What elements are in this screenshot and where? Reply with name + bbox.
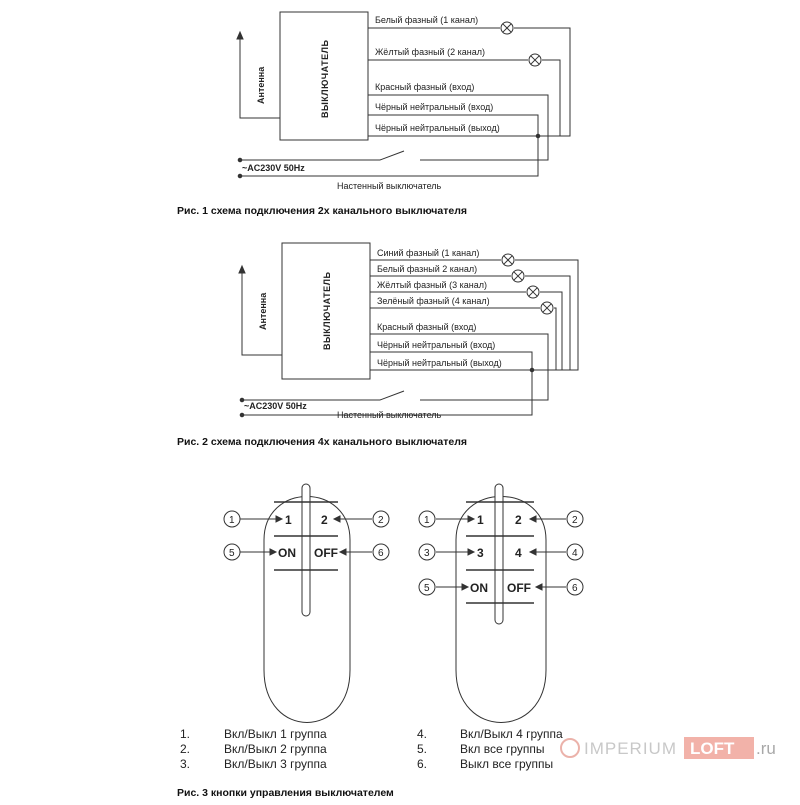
lamp-icon bbox=[529, 54, 541, 66]
callout: 4 bbox=[572, 548, 578, 559]
callout: 5 bbox=[424, 583, 430, 594]
wire-label: Чёрный нейтральный (выход) bbox=[377, 358, 502, 368]
remote-2 bbox=[419, 484, 583, 723]
button-on: ON bbox=[278, 546, 296, 560]
remote-1 bbox=[224, 484, 389, 723]
wire-label: Жёлтый фазный (3 канал) bbox=[377, 280, 487, 290]
wall-switch-2 bbox=[380, 391, 404, 400]
callout: 1 bbox=[424, 515, 430, 526]
antenna-arrow-2 bbox=[239, 266, 245, 273]
callout: 2 bbox=[378, 515, 384, 526]
wall-switch-label-2: Настенный выключатель bbox=[337, 410, 442, 420]
lamp-icon bbox=[527, 286, 539, 298]
antenna-label-1: Антенна bbox=[256, 66, 266, 104]
diagram-1 bbox=[237, 12, 570, 178]
lamp-icon bbox=[501, 22, 513, 34]
wall-switch-label-1: Настенный выключатель bbox=[337, 181, 442, 191]
watermark-part3: .ru bbox=[756, 739, 776, 758]
antenna-label-2: Антенна bbox=[258, 292, 268, 330]
legend-num: 4. bbox=[417, 727, 428, 741]
button-off: OFF bbox=[507, 581, 531, 595]
antenna-arrow-1 bbox=[237, 32, 243, 39]
button-3: 3 bbox=[477, 546, 484, 560]
wire-label: Красный фазный (вход) bbox=[377, 322, 477, 332]
legend bbox=[180, 727, 563, 771]
wire-label: Красный фазный (вход) bbox=[375, 82, 475, 92]
wire-label: Чёрный нейтральный (вход) bbox=[375, 102, 494, 112]
wire-label: Жёлтый фазный (2 канал) bbox=[375, 47, 485, 57]
caption-3: Рис. 3 кнопки управления выключателем bbox=[177, 787, 394, 799]
mains-label-1: ~AC230V 50Hz bbox=[242, 163, 305, 173]
watermark-part2: LOFT bbox=[690, 739, 735, 758]
button-off: OFF bbox=[314, 546, 338, 560]
mains-label-2: ~AC230V 50Hz bbox=[244, 401, 307, 411]
lamp-icon bbox=[502, 254, 514, 266]
caption-2: Рис. 2 схема подключения 4х канального выключателя bbox=[177, 436, 468, 448]
legend-text: Вкл все группы bbox=[460, 742, 545, 756]
button-2: 2 bbox=[515, 513, 522, 527]
callout: 3 bbox=[424, 548, 430, 559]
button-2: 2 bbox=[321, 513, 328, 527]
lamp-icon bbox=[541, 302, 553, 314]
watermark-logo-icon bbox=[561, 739, 579, 757]
lamp-icon bbox=[512, 270, 524, 282]
callout: 1 bbox=[229, 515, 235, 526]
legend-num: 3. bbox=[180, 757, 191, 771]
callout: 6 bbox=[378, 548, 384, 559]
callout: 2 bbox=[572, 515, 578, 526]
callout: 5 bbox=[229, 548, 235, 559]
legend-text: Вкл/Выкл 1 группа bbox=[224, 727, 327, 741]
wire-label: Чёрный нейтральный (выход) bbox=[375, 123, 500, 133]
button-on: ON bbox=[470, 581, 488, 595]
wire-label: Белый фазный 2 канал) bbox=[377, 264, 478, 274]
caption-1: Рис. 1 схема подключения 2х канального выключателя bbox=[177, 205, 468, 217]
watermark bbox=[561, 737, 776, 759]
legend-num: 5. bbox=[417, 742, 428, 756]
wall-switch-1 bbox=[380, 151, 404, 160]
switch-box-label-2: ВЫКЛЮЧАТЕЛЬ bbox=[322, 271, 332, 350]
legend-text: Вкл/Выкл 2 группа bbox=[224, 742, 327, 756]
button-1: 1 bbox=[477, 513, 484, 527]
button-4: 4 bbox=[515, 546, 522, 560]
legend-num: 1. bbox=[180, 727, 191, 741]
wire-label: Зелёный фазный (4 канал) bbox=[377, 296, 490, 306]
legend-num: 2. bbox=[180, 742, 191, 756]
legend-num: 6. bbox=[417, 757, 428, 771]
legend-text: Выкл все группы bbox=[460, 757, 554, 771]
wire-label: Чёрный нейтральный (вход) bbox=[377, 340, 496, 350]
wire-label: Синий фазный (1 канал) bbox=[377, 248, 480, 258]
button-1: 1 bbox=[285, 513, 292, 527]
callout: 6 bbox=[572, 583, 578, 594]
legend-text: Вкл/Выкл 3 группа bbox=[224, 757, 327, 771]
watermark-part1: IMPERIUM bbox=[584, 739, 677, 758]
legend-text: Вкл/Выкл 4 группа bbox=[460, 727, 563, 741]
remote-slot-1 bbox=[302, 484, 310, 616]
switch-box-label-1: ВЫКЛЮЧАТЕЛЬ bbox=[320, 39, 330, 118]
wire-label: Белый фазный (1 канал) bbox=[375, 15, 479, 25]
